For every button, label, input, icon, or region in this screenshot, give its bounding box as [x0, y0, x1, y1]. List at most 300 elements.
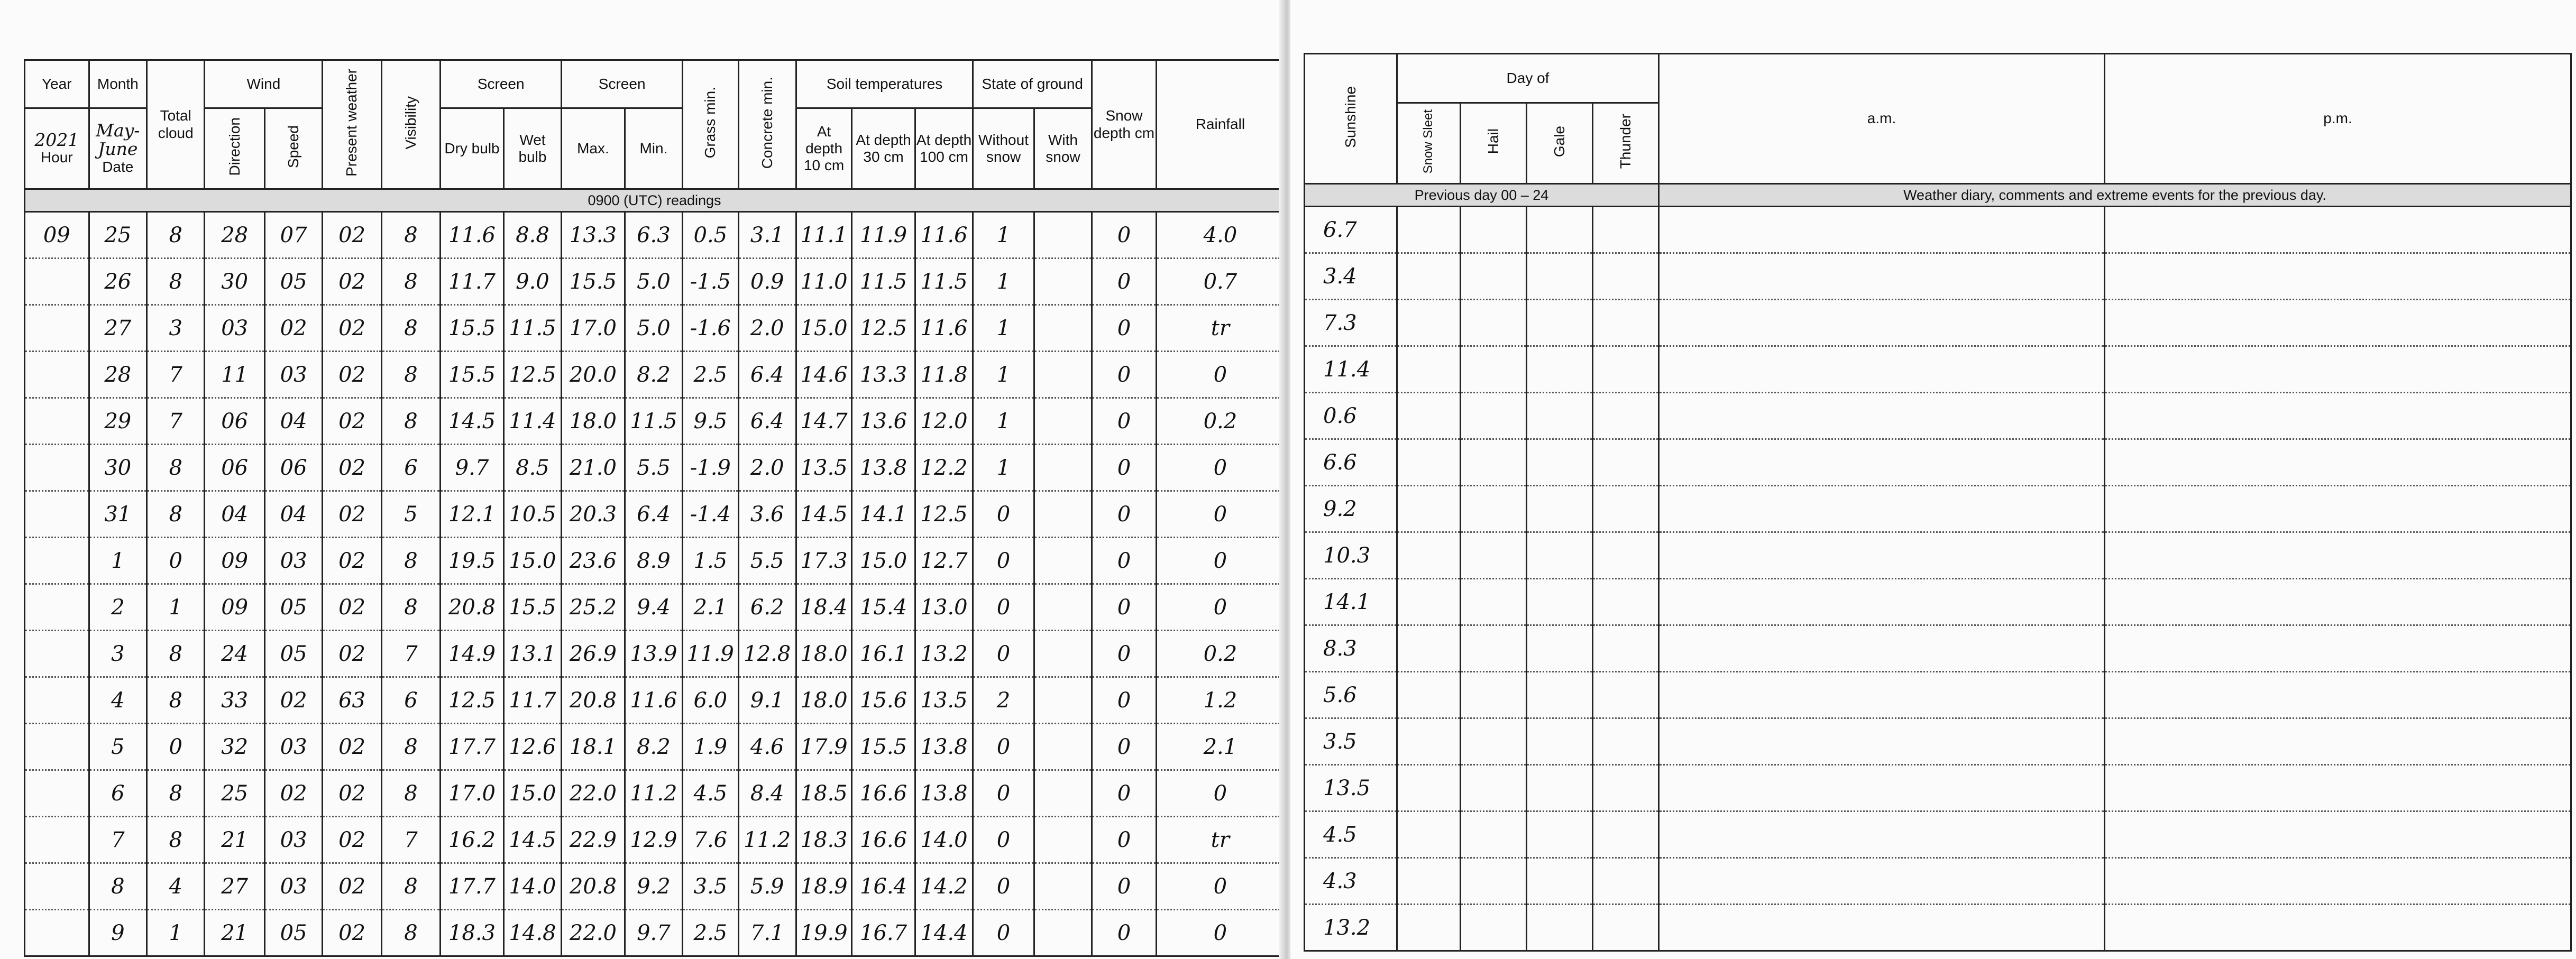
- reading-ground-cell: 1: [973, 398, 1034, 445]
- diary-row: [1305, 300, 2571, 346]
- reading-min-cell: 9.7: [625, 910, 682, 956]
- diary-row: [1305, 207, 2571, 253]
- reading-cloud-cell: 3: [147, 305, 205, 352]
- reading-min-cell: 12.9: [625, 817, 682, 863]
- reading-ground-cell: 1: [973, 445, 1034, 491]
- pm-cell: [2105, 858, 2571, 905]
- reading-hour-cell: [25, 352, 89, 398]
- reading-dir-cell: 25: [205, 770, 264, 817]
- snow-sleet-cell: [1397, 672, 1461, 718]
- reading-speed-cell: 02: [264, 677, 322, 724]
- reading-grass-cell: 2.5: [683, 910, 738, 956]
- reading-pw-cell: 02: [323, 631, 381, 677]
- reading-wet-cell: 12.6: [503, 724, 561, 770]
- date-header: May-June Date: [89, 108, 146, 189]
- snow-sleet-cell: [1397, 765, 1461, 812]
- reading-dir-cell: 06: [205, 445, 264, 491]
- reading-max-cell: 17.0: [562, 305, 625, 352]
- day-of-header: Day of: [1397, 54, 1659, 103]
- am-cell: [1659, 207, 2105, 253]
- reading-snow-cell: 0: [1092, 445, 1157, 491]
- reading-withsnow-cell: [1034, 305, 1092, 352]
- reading-s10-cell: 13.5: [796, 445, 851, 491]
- reading-s30-cell: 15.6: [852, 677, 915, 724]
- with-snow-header: With snow: [1034, 108, 1092, 189]
- reading-row: [25, 677, 1285, 724]
- reading-dir-cell: 03: [205, 305, 264, 352]
- sunshine-cell: 9.2: [1305, 486, 1397, 532]
- hail-cell: [1461, 625, 1527, 672]
- reading-row: [25, 212, 1285, 259]
- reading-s30-cell: 15.0: [852, 538, 915, 584]
- reading-ground-cell: 1: [973, 352, 1034, 398]
- hail-cell: [1461, 532, 1527, 579]
- reading-min-cell: 8.9: [625, 538, 682, 584]
- reading-speed-cell: 03: [264, 863, 322, 910]
- reading-dry-cell: 14.5: [441, 398, 504, 445]
- sunshine-header: Sunshine: [1305, 54, 1397, 184]
- hail-cell: [1461, 346, 1527, 393]
- rainfall-header: Rainfall: [1156, 60, 1284, 189]
- reading-date-cell: 3: [89, 631, 146, 677]
- reading-s100-cell: 14.2: [915, 863, 973, 910]
- diary-row: [1305, 579, 2571, 625]
- reading-cloud-cell: 8: [147, 259, 205, 305]
- reading-dir-cell: 06: [205, 398, 264, 445]
- reading-cloud-cell: 8: [147, 677, 205, 724]
- reading-grass-cell: 6.0: [683, 677, 738, 724]
- reading-dry-cell: 17.0: [441, 770, 504, 817]
- reading-wet-cell: 13.1: [503, 631, 561, 677]
- reading-speed-cell: 05: [264, 584, 322, 631]
- diary-row: [1305, 672, 2571, 718]
- snow-sleet-cell: [1397, 812, 1461, 858]
- reading-dir-cell: 09: [205, 538, 264, 584]
- reading-wet-cell: 9.0: [503, 259, 561, 305]
- reading-s10-cell: 14.6: [796, 352, 851, 398]
- max-header: Max.: [562, 108, 625, 189]
- reading-snow-cell: 0: [1092, 398, 1157, 445]
- reading-hour-cell: [25, 584, 89, 631]
- gale-cell: [1527, 346, 1593, 393]
- reading-snow-cell: 0: [1092, 910, 1157, 956]
- pm-cell: [2105, 765, 2571, 812]
- am-cell: [1659, 486, 2105, 532]
- reading-rain-cell: 0: [1156, 910, 1284, 956]
- snow-sleet-cell: [1397, 858, 1461, 905]
- sunshine-cell: 0.6: [1305, 393, 1397, 439]
- reading-dir-cell: 24: [205, 631, 264, 677]
- reading-date-cell: 31: [89, 491, 146, 538]
- reading-concrete-cell: 5.5: [738, 538, 796, 584]
- thunder-header: Thunder: [1593, 103, 1659, 184]
- reading-speed-cell: 04: [264, 491, 322, 538]
- reading-rain-cell: 4.0: [1156, 212, 1284, 259]
- reading-concrete-cell: 6.4: [738, 398, 796, 445]
- gale-cell: [1527, 812, 1593, 858]
- soil-temperatures-header: Soil temperatures: [796, 60, 973, 108]
- reading-withsnow-cell: [1034, 863, 1092, 910]
- reading-max-cell: 23.6: [562, 538, 625, 584]
- reading-speed-cell: 04: [264, 398, 322, 445]
- reading-s30-cell: 16.6: [852, 770, 915, 817]
- reading-speed-cell: 03: [264, 352, 322, 398]
- thunder-cell: [1593, 718, 1659, 765]
- reading-dir-cell: 09: [205, 584, 264, 631]
- reading-row: [25, 910, 1285, 956]
- reading-snow-cell: 0: [1092, 631, 1157, 677]
- reading-snow-cell: 0: [1092, 584, 1157, 631]
- reading-date-cell: 2: [89, 584, 146, 631]
- reading-snow-cell: 0: [1092, 491, 1157, 538]
- hail-cell: [1461, 393, 1527, 439]
- reading-min-cell: 6.3: [625, 212, 682, 259]
- reading-cloud-cell: 8: [147, 817, 205, 863]
- reading-rain-cell: 0: [1156, 863, 1284, 910]
- reading-cloud-cell: 1: [147, 910, 205, 956]
- pm-cell: [2105, 393, 2571, 439]
- reading-concrete-cell: 8.4: [738, 770, 796, 817]
- reading-dry-cell: 15.5: [441, 305, 504, 352]
- reading-withsnow-cell: [1034, 445, 1092, 491]
- reading-min-cell: 11.2: [625, 770, 682, 817]
- reading-min-cell: 9.4: [625, 584, 682, 631]
- reading-rain-cell: 0: [1156, 352, 1284, 398]
- reading-pw-cell: 02: [323, 259, 381, 305]
- reading-hour-cell: [25, 491, 89, 538]
- hail-cell: [1461, 300, 1527, 346]
- snow-sleet-cell: [1397, 905, 1461, 951]
- reading-s10-cell: 14.7: [796, 398, 851, 445]
- reading-pw-cell: 02: [323, 910, 381, 956]
- reading-cloud-cell: 8: [147, 212, 205, 259]
- reading-hour-cell: [25, 910, 89, 956]
- reading-ground-cell: 2: [973, 677, 1034, 724]
- reading-date-cell: 30: [89, 445, 146, 491]
- reading-vis-cell: 6: [381, 677, 440, 724]
- reading-cloud-cell: 7: [147, 398, 205, 445]
- reading-grass-cell: 1.9: [683, 724, 738, 770]
- reading-pw-cell: 02: [323, 584, 381, 631]
- reading-withsnow-cell: [1034, 259, 1092, 305]
- reading-grass-cell: 9.5: [683, 398, 738, 445]
- weather-diary-band: Weather diary, comments and extreme events for the previous day.: [1659, 184, 2571, 207]
- reading-row: [25, 538, 1285, 584]
- pm-header: p.m.: [2105, 54, 2571, 184]
- sunshine-cell: 4.5: [1305, 812, 1397, 858]
- reading-vis-cell: 8: [381, 538, 440, 584]
- reading-date-cell: 4: [89, 677, 146, 724]
- reading-date-cell: 28: [89, 352, 146, 398]
- dry-bulb-header: Dry bulb: [441, 108, 504, 189]
- reading-withsnow-cell: [1034, 212, 1092, 259]
- reading-pw-cell: 02: [323, 398, 381, 445]
- reading-dry-cell: 14.9: [441, 631, 504, 677]
- reading-max-cell: 25.2: [562, 584, 625, 631]
- reading-ground-cell: 0: [973, 817, 1034, 863]
- reading-concrete-cell: 9.1: [738, 677, 796, 724]
- reading-dry-cell: 9.7: [441, 445, 504, 491]
- reading-s10-cell: 11.1: [796, 212, 851, 259]
- reading-hour-cell: [25, 538, 89, 584]
- concrete-min-header: Concrete min.: [738, 60, 796, 189]
- reading-concrete-cell: 6.4: [738, 352, 796, 398]
- reading-min-cell: 9.2: [625, 863, 682, 910]
- gale-cell: [1527, 718, 1593, 765]
- reading-pw-cell: 02: [323, 212, 381, 259]
- reading-grass-cell: 2.5: [683, 352, 738, 398]
- reading-hour-cell: [25, 305, 89, 352]
- am-cell: [1659, 812, 2105, 858]
- reading-rain-cell: 0: [1156, 584, 1284, 631]
- reading-grass-cell: 11.9: [683, 631, 738, 677]
- reading-max-cell: 18.1: [562, 724, 625, 770]
- reading-s100-cell: 11.6: [915, 305, 973, 352]
- reading-withsnow-cell: [1034, 352, 1092, 398]
- speed-header: Speed: [264, 108, 322, 189]
- reading-grass-cell: 2.1: [683, 584, 738, 631]
- reading-s100-cell: 11.5: [915, 259, 973, 305]
- month-value: May-June: [96, 120, 140, 159]
- reading-s30-cell: 15.5: [852, 724, 915, 770]
- hail-cell: [1461, 253, 1527, 300]
- reading-vis-cell: 8: [381, 910, 440, 956]
- hail-cell: [1461, 718, 1527, 765]
- reading-min-cell: 5.0: [625, 305, 682, 352]
- reading-grass-cell: -1.9: [683, 445, 738, 491]
- reading-wet-cell: 8.8: [503, 212, 561, 259]
- reading-row: [25, 491, 1285, 538]
- reading-row: [25, 770, 1285, 817]
- diary-row: [1305, 765, 2571, 812]
- hail-cell: [1461, 207, 1527, 253]
- reading-pw-cell: 02: [323, 724, 381, 770]
- reading-dry-cell: 17.7: [441, 863, 504, 910]
- gale-cell: [1527, 300, 1593, 346]
- reading-vis-cell: 8: [381, 352, 440, 398]
- reading-vis-cell: 6: [381, 445, 440, 491]
- pm-cell: [2105, 812, 2571, 858]
- reading-row: [25, 305, 1285, 352]
- reading-hour-cell: [25, 259, 89, 305]
- sunshine-cell: 11.4: [1305, 346, 1397, 393]
- left-page: [0, 0, 1285, 959]
- reading-withsnow-cell: [1034, 538, 1092, 584]
- gale-header: Gale: [1527, 103, 1593, 184]
- total-cloud-header: Total cloud: [147, 60, 205, 189]
- hail-cell: [1461, 812, 1527, 858]
- diary-row: [1305, 439, 2571, 486]
- sunshine-cell: 7.3: [1305, 300, 1397, 346]
- reading-date-cell: 1: [89, 538, 146, 584]
- reading-pw-cell: 63: [323, 677, 381, 724]
- pm-cell: [2105, 253, 2571, 300]
- reading-grass-cell: -1.4: [683, 491, 738, 538]
- reading-withsnow-cell: [1034, 677, 1092, 724]
- thunder-cell: [1593, 207, 1659, 253]
- reading-ground-cell: 1: [973, 259, 1034, 305]
- diary-row: [1305, 718, 2571, 765]
- pm-cell: [2105, 672, 2571, 718]
- am-cell: [1659, 718, 2105, 765]
- reading-wet-cell: 8.5: [503, 445, 561, 491]
- am-cell: [1659, 532, 2105, 579]
- reading-dry-cell: 16.2: [441, 817, 504, 863]
- reading-max-cell: 13.3: [562, 212, 625, 259]
- gale-cell: [1527, 532, 1593, 579]
- reading-s100-cell: 14.4: [915, 910, 973, 956]
- reading-hour-cell: [25, 724, 89, 770]
- reading-rain-cell: 1.2: [1156, 677, 1284, 724]
- reading-max-cell: 22.0: [562, 910, 625, 956]
- reading-rain-cell: 0.2: [1156, 398, 1284, 445]
- reading-s30-cell: 13.3: [852, 352, 915, 398]
- reading-min-cell: 11.6: [625, 677, 682, 724]
- snow-sleet-cell: [1397, 718, 1461, 765]
- reading-row: [25, 584, 1285, 631]
- reading-rain-cell: 0: [1156, 538, 1284, 584]
- gale-cell: [1527, 625, 1593, 672]
- reading-grass-cell: 0.5: [683, 212, 738, 259]
- diary-row: [1305, 858, 2571, 905]
- reading-s100-cell: 11.6: [915, 212, 973, 259]
- reading-speed-cell: 03: [264, 538, 322, 584]
- reading-min-cell: 8.2: [625, 352, 682, 398]
- reading-row: [25, 817, 1285, 863]
- reading-date-cell: 9: [89, 910, 146, 956]
- pm-cell: [2105, 486, 2571, 532]
- wet-bulb-header: Wet bulb: [503, 108, 561, 189]
- sunshine-cell: 6.7: [1305, 207, 1397, 253]
- diary-table: [1304, 53, 2572, 952]
- reading-rain-cell: 2.1: [1156, 724, 1284, 770]
- reading-hour-cell: 09: [25, 212, 89, 259]
- thunder-cell: [1593, 625, 1659, 672]
- reading-snow-cell: 0: [1092, 677, 1157, 724]
- reading-s100-cell: 13.5: [915, 677, 973, 724]
- soil-100cm-header: At depth 100 cm: [915, 108, 973, 189]
- reading-max-cell: 20.8: [562, 863, 625, 910]
- reading-s10-cell: 11.0: [796, 259, 851, 305]
- reading-grass-cell: 3.5: [683, 863, 738, 910]
- reading-snow-cell: 0: [1092, 863, 1157, 910]
- am-cell: [1659, 672, 2105, 718]
- reading-ground-cell: 0: [973, 491, 1034, 538]
- hail-cell: [1461, 579, 1527, 625]
- reading-grass-cell: 4.5: [683, 770, 738, 817]
- gale-cell: [1527, 858, 1593, 905]
- reading-concrete-cell: 2.0: [738, 445, 796, 491]
- gale-cell: [1527, 207, 1593, 253]
- am-cell: [1659, 579, 2105, 625]
- sunshine-cell: 3.4: [1305, 253, 1397, 300]
- reading-rain-cell: 0: [1156, 770, 1284, 817]
- reading-rain-cell: 0: [1156, 491, 1284, 538]
- reading-pw-cell: 02: [323, 538, 381, 584]
- reading-concrete-cell: 2.0: [738, 305, 796, 352]
- pm-cell: [2105, 579, 2571, 625]
- reading-vis-cell: 8: [381, 305, 440, 352]
- reading-max-cell: 26.9: [562, 631, 625, 677]
- reading-date-cell: 29: [89, 398, 146, 445]
- am-cell: [1659, 393, 2105, 439]
- reading-grass-cell: -1.6: [683, 305, 738, 352]
- reading-row: [25, 863, 1285, 910]
- am-cell: [1659, 439, 2105, 486]
- reading-min-cell: 6.4: [625, 491, 682, 538]
- present-weather-header: Present weather: [323, 60, 381, 189]
- reading-date-cell: 7: [89, 817, 146, 863]
- reading-snow-cell: 0: [1092, 770, 1157, 817]
- reading-s30-cell: 16.7: [852, 910, 915, 956]
- sunshine-cell: 8.3: [1305, 625, 1397, 672]
- am-cell: [1659, 765, 2105, 812]
- reading-concrete-cell: 5.9: [738, 863, 796, 910]
- reading-vis-cell: 8: [381, 724, 440, 770]
- reading-s100-cell: 11.8: [915, 352, 973, 398]
- reading-s30-cell: 14.1: [852, 491, 915, 538]
- diary-row: [1305, 486, 2571, 532]
- reading-cloud-cell: 7: [147, 352, 205, 398]
- reading-snow-cell: 0: [1092, 352, 1157, 398]
- soil-30cm-header: At depth 30 cm: [852, 108, 915, 189]
- reading-s100-cell: 12.2: [915, 445, 973, 491]
- thunder-cell: [1593, 393, 1659, 439]
- thunder-cell: [1593, 905, 1659, 951]
- reading-date-cell: 26: [89, 259, 146, 305]
- reading-dir-cell: 33: [205, 677, 264, 724]
- reading-concrete-cell: 4.6: [738, 724, 796, 770]
- reading-grass-cell: 7.6: [683, 817, 738, 863]
- reading-speed-cell: 05: [264, 631, 322, 677]
- reading-dir-cell: 32: [205, 724, 264, 770]
- reading-withsnow-cell: [1034, 631, 1092, 677]
- pm-cell: [2105, 300, 2571, 346]
- reading-grass-cell: -1.5: [683, 259, 738, 305]
- reading-date-cell: 25: [89, 212, 146, 259]
- thunder-cell: [1593, 812, 1659, 858]
- am-header: a.m.: [1659, 54, 2105, 184]
- reading-wet-cell: 15.0: [503, 770, 561, 817]
- sunshine-cell: 6.6: [1305, 439, 1397, 486]
- direction-header: Direction: [205, 108, 264, 189]
- am-cell: [1659, 858, 2105, 905]
- reading-dir-cell: 28: [205, 212, 264, 259]
- diary-body: [1305, 207, 2571, 951]
- right-page: [1290, 0, 2576, 959]
- reading-max-cell: 22.9: [562, 817, 625, 863]
- min-header: Min.: [625, 108, 682, 189]
- reading-s100-cell: 13.0: [915, 584, 973, 631]
- reading-dry-cell: 19.5: [441, 538, 504, 584]
- reading-wet-cell: 15.5: [503, 584, 561, 631]
- reading-wet-cell: 11.5: [503, 305, 561, 352]
- reading-rain-cell: tr: [1156, 305, 1284, 352]
- sunshine-cell: 3.5: [1305, 718, 1397, 765]
- reading-ground-cell: 0: [973, 863, 1034, 910]
- visibility-header: Visibility: [381, 60, 440, 189]
- diary-row: [1305, 532, 2571, 579]
- reading-s30-cell: 13.6: [852, 398, 915, 445]
- diary-row: [1305, 346, 2571, 393]
- pm-cell: [2105, 625, 2571, 672]
- reading-hour-cell: [25, 631, 89, 677]
- reading-dry-cell: 20.8: [441, 584, 504, 631]
- thunder-cell: [1593, 346, 1659, 393]
- diary-row: [1305, 393, 2571, 439]
- snow-sleet-cell: [1397, 393, 1461, 439]
- reading-withsnow-cell: [1034, 770, 1092, 817]
